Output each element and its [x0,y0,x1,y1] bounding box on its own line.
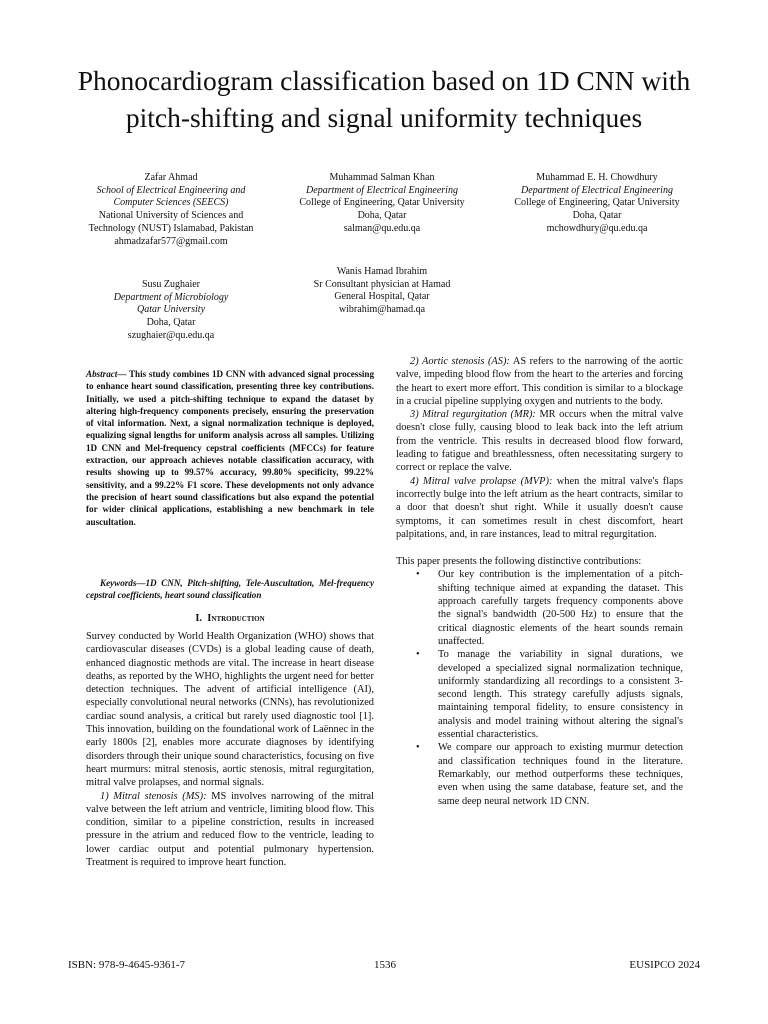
list-item [396,568,683,648]
condition-paragraph [396,355,683,408]
author-affiliation: Sr Consultant physician at Hamad [313,278,451,290]
footer-isbn: ISBN: 978-9-4645-9361-7 [68,959,186,971]
condition-text: when the mitral valve's flaps incorrectly bulge into the left atrium as the heart contracts, similar to a door that doesn't shut right. While it usually doesn't cause symptoms, it can sometimes result in chest discomfort, heart palpitations, and, in rare instances, lead to mitral regurgitation. [396,475,683,540]
author-name: Zafar Ahmad [144,172,198,183]
condition-label: 3) Mitral regurgitation (MR): [410,409,536,421]
bullet-icon: • [416,569,420,581]
author-email: wibrahim@hamad.qa [338,304,426,316]
section-number: I. [195,613,203,624]
author-affiliation: Department of Electrical Engineering [306,184,458,196]
author-block-5 [292,266,472,317]
author-block-3 [507,172,687,236]
condition-label: 4) Mitral valve prolapse (MVP): [410,475,553,487]
right-column-body [396,355,683,808]
footer-venue: EUSIPCO 2024 [629,959,700,971]
author-name: Susu Zughaier [141,279,201,290]
bullet-icon: • [416,649,420,661]
author-block-4 [86,279,256,343]
author-block-2 [292,172,472,236]
author-institution: National University of Sciences and Technology (NUST) Islamabad, Pakistan [88,210,254,234]
condition-paragraph [396,408,683,474]
contributions-list [396,568,683,807]
condition-text: AS refers to the narrowing of the aortic valve, impeding blood flow from the heart to the arteries and forcing the heart to exert more effort. This condition is similar to a blockage in a crucial pipeline supplying oxygen and nutrients to the body. [396,356,683,407]
left-column-body [86,630,374,869]
author-block-1 [86,172,256,248]
author-institution: College of Engineering, Qatar University [299,197,465,209]
condition-paragraph [86,790,374,870]
section-heading [86,612,374,625]
author-email: salman@qu.edu.qa [343,222,421,234]
author-affiliation: Department of Electrical Engineering [521,184,673,196]
contributions-intro: This paper presents the following distinctive contributions: [396,556,642,568]
author-email: ahmadzafar577@gmail.com [114,235,228,247]
author-email: szughaier@qu.edu.qa [127,329,215,341]
author-institution: Qatar University [136,304,206,316]
paper-title: Phonocardiogram classification based on 1D CNN with pitch-shifting and signal uniformity techniques [77,65,691,133]
section-title: Introduction [207,613,265,624]
list-item [396,741,683,807]
condition-text: MS involves narrowing of the mitral valve between the left atrium and ventricle, limiting blood flow. This condition, similar to a pipeline constriction, results in increased pressure in the atrium and reduced flow to the ventricle, leading to lower cardiac output and potential pulmonary hypertension. Treatment is required to improve heart function. [86,790,374,869]
keywords: Keywords—1D CNN, Pitch-shifting, Tele-Auscultation, Mel-frequency cepstral coefficients, heart sound classification [86,578,374,601]
author-institution: General Hospital, Qatar [334,291,430,303]
condition-text: MR occurs when the mitral valve doesn't close fully, causing blood to leak back into the left atrium from the ventricle. This results in decreased blood flow forward, leading to fatigue and breathlessness, often necessitating surgery to correct or replace the valve. [396,409,683,474]
author-affiliation: Department of Microbiology [113,291,229,303]
author-name: Wanis Hamad Ibrahim [336,266,428,277]
contribution-text: To manage the variability in signal durations, we developed a specialized signal normalization technique, uniformly standardizing all recordings to a consistent 3-second length. This strategy carefully adjusts signals, maintaining temporal fidelity, to ensure consistency in analysis and model training without altering the signal's essential characteristics. [438,649,683,741]
bullet-icon: • [416,742,420,754]
author-name: Muhammad E. H. Chowdhury [536,172,658,183]
abstract-label: Abstract— [86,369,127,379]
contribution-text: We compare our approach to existing murmur detection and classification techniques found in the literature. Remarkably, our method outperforms these techniques, even when using the same database, feature set, and the same deep neural network 1D CNN. [438,742,683,807]
intro-paragraph: Survey conducted by World Health Organization (WHO) shows that cardiovascular diseases (CVDs) is a global leading cause of death, enhanced diagnostic methods are vital. The increase in heart disease deaths, as reported by the WHO, highlights the urgent need for better detection techniques. The advent of artificial intelligence (AI), especially convolutional neural networks (CNNs), has revolutionized cardiac sound analysis, a critical but rarely used diagnostic tool [1]. This innovation, building on the foundational work of Laënnec in the early 1800s [2], enables more accurate diagnoses by identifying disorders through their unique sound characteristics, focusing on five heart murmurs: mitral stenosis, aortic stenosis, mitral regurgitation, mitral valve prolapses, and normal signals. [86,631,374,789]
author-email: mchowdhury@qu.edu.qa [546,222,648,234]
author-location: Doha, Qatar [146,317,196,329]
author-location: Doha, Qatar [357,210,407,222]
contribution-text: Our key contribution is the implementation of a pitch-shifting technique aimed at expanding the dataset. This approach carefully targets frequency components above the signal's bandwidth (20-500 Hz) to ensure that the critical diagnostic elements of the heart sounds remain unaffected. [438,569,683,647]
abstract [86,368,374,528]
author-affiliation: School of Electrical Engineering and Computer Sciences (SEECS) [96,184,246,209]
condition-label: 1) Mitral stenosis (MS): [100,790,207,802]
author-institution: College of Engineering, Qatar University [514,197,680,209]
list-item [396,648,683,741]
condition-label: 2) Aortic stenosis (AS): [410,356,510,367]
abstract-text: This study combines 1D CNN with advanced signal processing to enhance heart sound classification, presenting three key contributions. Initially, we used a pitch-shifting technique to expand the dataset by altering high-frequency components precisely, ensuring the preservation of vital information. Next, a signal normalization technique is deployed, equalizing signal lengths for uniform analysis across all samples. Utilizing 1D CNN and Mel-frequency cepstral coefficients (MFCCs) for feature extraction, our approach achieves notable classification accuracy, with results showing up to 99.57% accuracy, 99.80% specificity, 99.22% sensitivity, and a 99.22% F1 score. These developments not only advance the precision of heart sound classifications but also expand the potential for wider clinical applications, establishing a new benchmark in tele auscultation. [86,369,374,527]
condition-paragraph [396,475,683,541]
author-name: Muhammad Salman Khan [329,172,435,183]
author-location: Doha, Qatar [572,210,622,222]
footer-page-number: 1536 [374,959,396,971]
